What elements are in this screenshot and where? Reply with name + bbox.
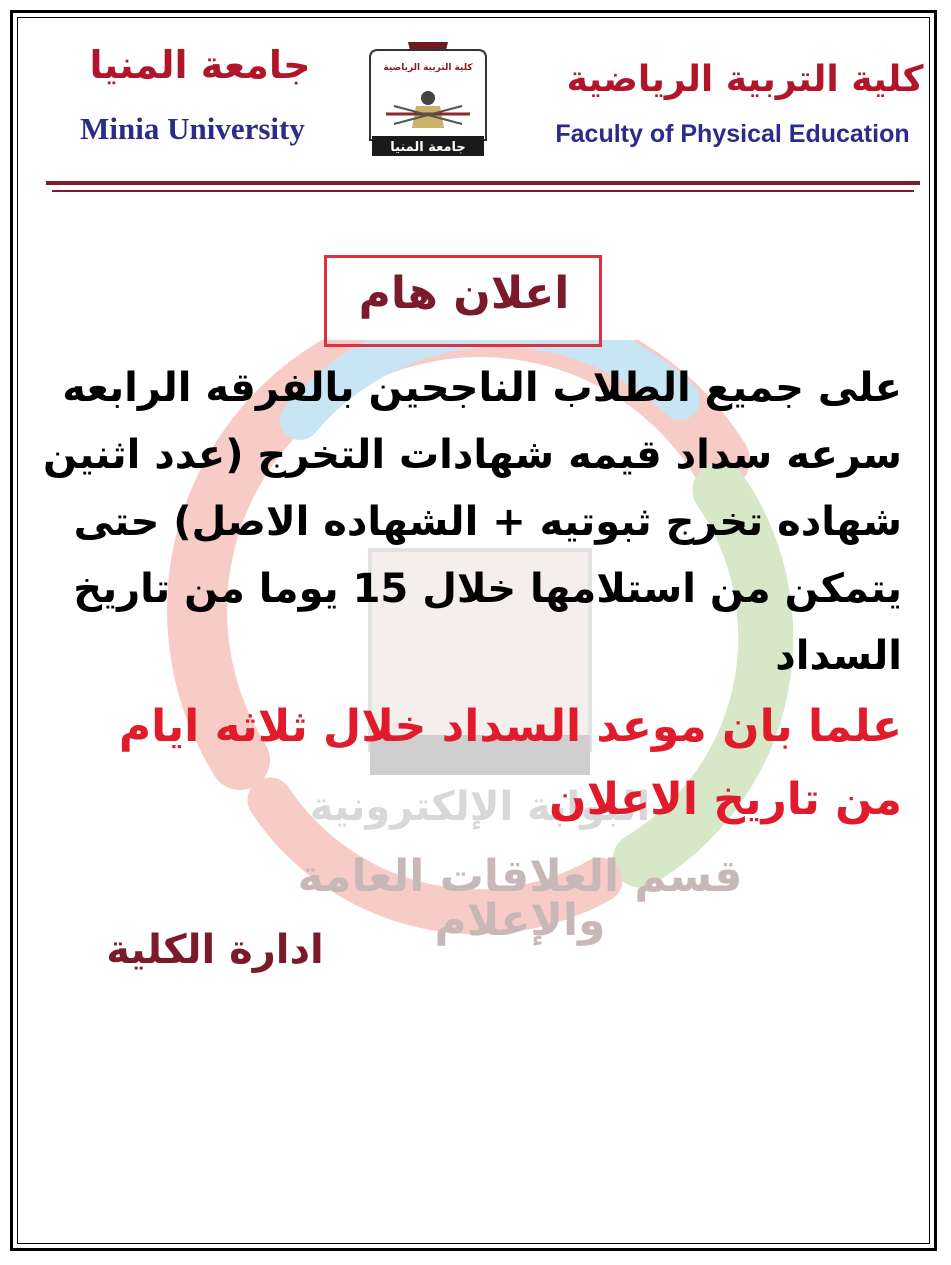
body-line: على جميع الطلاب الناجحين بالفرقه الرابعه [62, 365, 902, 411]
announcement-note [70, 690, 902, 836]
header-rule-thin [52, 190, 914, 192]
announcement-body [42, 355, 902, 690]
faculty-name-english: Faculty of Physical Education [555, 120, 910, 148]
signature: ادارة الكلية [106, 927, 324, 973]
university-name-arabic: جامعة المنيا [89, 43, 311, 87]
logo-bottom-text: جامعة المنيا [390, 140, 466, 155]
faculty-logo [364, 36, 492, 160]
university-name-english: Minia University [80, 111, 305, 146]
logo-top-text: كلية التربية الرياضية [383, 63, 473, 73]
faculty-name-arabic: كلية التربية الرياضية [566, 59, 924, 100]
body-line: السداد [775, 633, 902, 679]
note-line: علما بان موعد السداد خلال ثلاثه ايام [118, 701, 902, 752]
watermark-arc-text: البوابة الإلكترونية [309, 784, 651, 830]
body-line: سرعه سداد قيمه شهادات التخرج (عدد اثنين [42, 432, 902, 478]
body-line: شهاده تخرج ثبوتيه + الشهاده الاصل) حتى [73, 499, 902, 545]
body-line: يتمكن من استلامها خلال 15 يوما من تاريخ [73, 566, 902, 612]
note-line: من تاريخ الاعلان [549, 774, 902, 825]
header-rule-thick [46, 181, 920, 185]
announcement-title: اعلان هام [358, 268, 570, 319]
watermark-department-text: قسم العلاقات العامة والإعلام [297, 851, 743, 946]
